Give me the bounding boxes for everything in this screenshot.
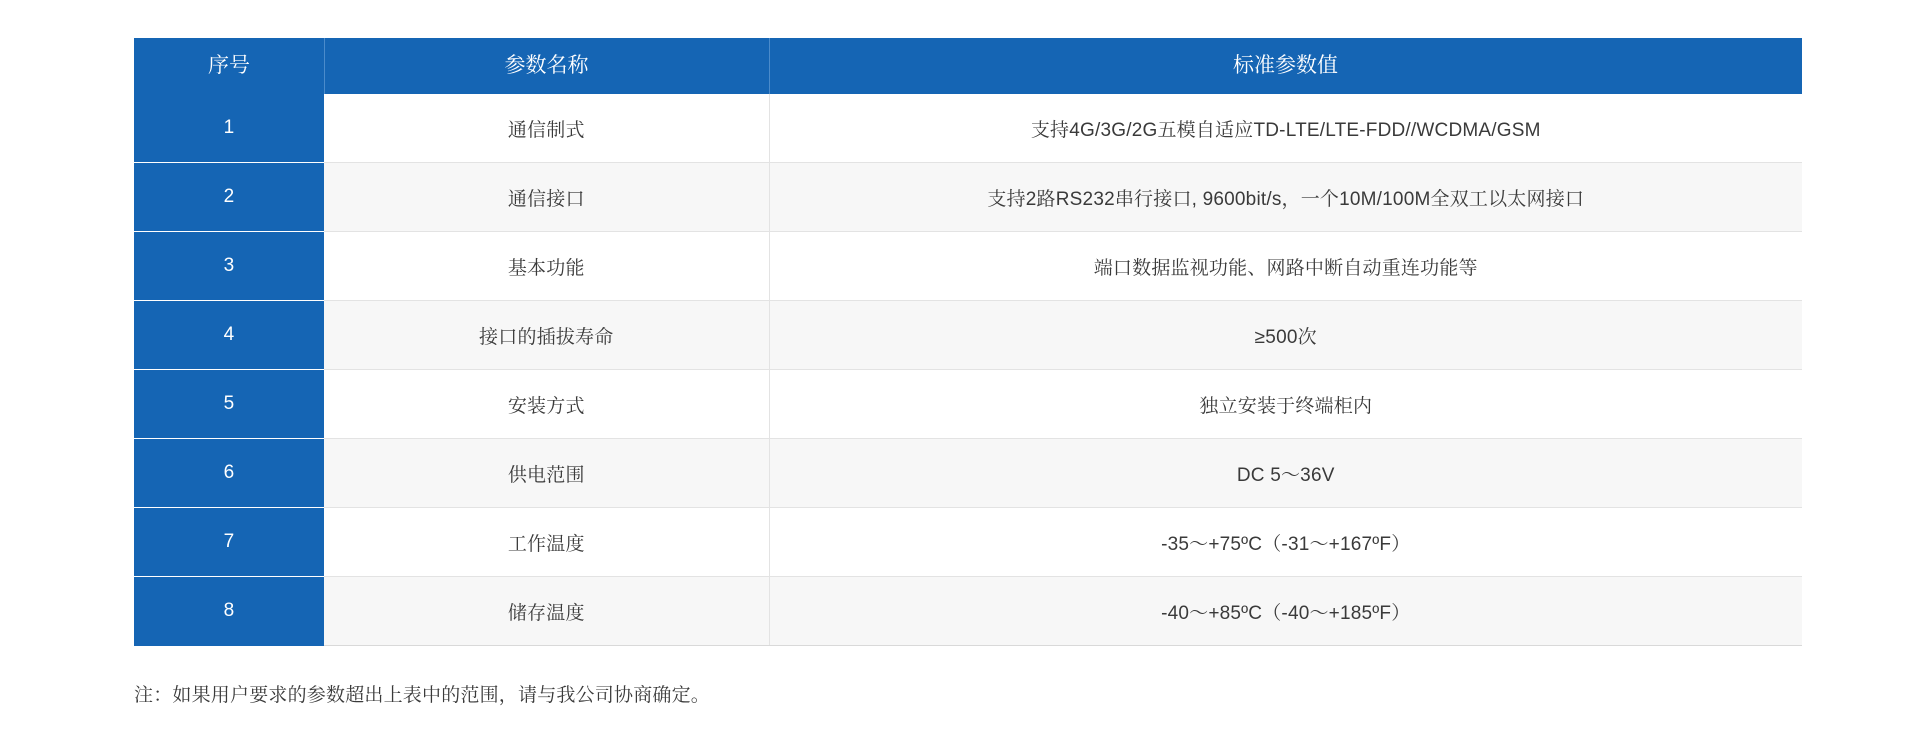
table-row (134, 232, 1802, 301)
row-name-cell: 通信制式 (324, 94, 769, 163)
row-value-cell: -40～+85ºC（-40～+185ºF） (769, 577, 1802, 646)
row-name-cell: 安装方式 (324, 370, 769, 439)
row-value-cell: -35～+75ºC（-31～+167ºF） (769, 508, 1802, 577)
column-header-index: 序号 (134, 38, 324, 94)
row-index-cell: 3 (134, 232, 324, 301)
row-index-cell: 2 (134, 163, 324, 232)
table-row (134, 577, 1802, 646)
row-value-cell: 支持4G/3G/2G五模自适应TD-LTE/LTE-FDD//WCDMA/GSM (769, 94, 1802, 163)
row-name-cell: 工作温度 (324, 508, 769, 577)
table-row (134, 370, 1802, 439)
row-index-cell: 5 (134, 370, 324, 439)
row-index-cell: 6 (134, 439, 324, 508)
row-name-cell: 通信接口 (324, 163, 769, 232)
row-index-cell: 8 (134, 577, 324, 646)
row-index-cell: 7 (134, 508, 324, 577)
spec-table-body (134, 94, 1802, 646)
row-name-cell: 基本功能 (324, 232, 769, 301)
table-header-row (134, 38, 1802, 94)
table-note: 注：如果用户要求的参数超出上表中的范围，请与我公司协商确定。 (134, 685, 711, 706)
spec-table-head (134, 38, 1802, 94)
row-name-cell: 储存温度 (324, 577, 769, 646)
table-row (134, 163, 1802, 232)
column-header-name: 参数名称 (324, 38, 769, 94)
row-value-cell: 独立安装于终端柜内 (769, 370, 1802, 439)
table-row (134, 508, 1802, 577)
table-row (134, 94, 1802, 163)
row-value-cell: ≥500次 (769, 301, 1802, 370)
row-name-cell: 供电范围 (324, 439, 769, 508)
row-value-cell: DC 5～36V (769, 439, 1802, 508)
row-value-cell: 端口数据监视功能、网路中断自动重连功能等 (769, 232, 1802, 301)
spec-table-container (134, 38, 1802, 646)
table-row (134, 439, 1802, 508)
row-index-cell: 4 (134, 301, 324, 370)
table-row (134, 301, 1802, 370)
row-index-cell: 1 (134, 94, 324, 163)
spec-table (134, 38, 1802, 646)
row-value-cell: 支持2路RS232串行接口, 9600bit/s，一个10M/100M全双工以太网接口 (769, 163, 1802, 232)
column-header-value: 标准参数值 (769, 38, 1802, 94)
row-name-cell: 接口的插拔寿命 (324, 301, 769, 370)
